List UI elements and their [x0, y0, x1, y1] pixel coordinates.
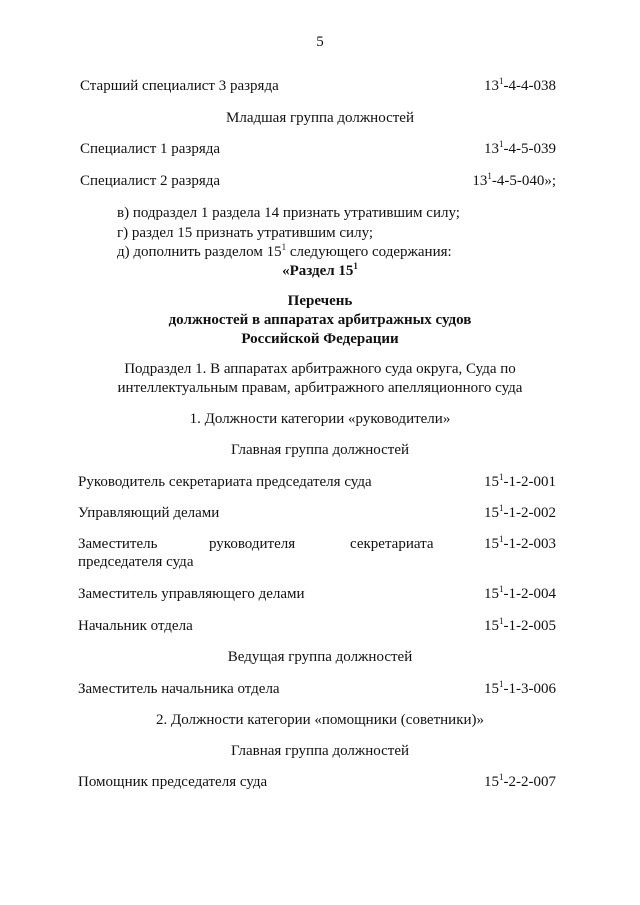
position-title-word: Заместитель: [78, 536, 158, 552]
position-code: $13^1-4-4-038$: [484, 76, 556, 94]
list-title-line: Перечень: [287, 293, 353, 309]
position-code: $15^1-1-2-001$: [484, 472, 556, 490]
position-code: $13^1-4-5-039$: [484, 139, 556, 157]
position-code: $15^1-1-2-002$: [484, 503, 556, 521]
group-heading-main: Главная группа должностей: [230, 442, 410, 458]
position-title: Специалист 2 разряда: [80, 173, 221, 189]
position-code: $15^1-1-2-004$: [484, 584, 556, 602]
amendment-item: д) дополнить разделом $15^1$ следующего содержания:: [117, 242, 452, 260]
subsection-heading: интеллектуальным правам, арбитражного апелляционного суда: [117, 380, 523, 396]
position-title: Руководитель секретариата председателя суда: [78, 474, 372, 490]
list-title-line: должностей в аппаратах арбитражных судов: [168, 312, 472, 328]
list-title-line: Российской Федерации: [241, 331, 399, 347]
position-title: Заместитель управляющего делами: [78, 586, 305, 602]
position-title: Старший специалист 3 разряда: [80, 78, 279, 94]
position-code: $15^1-1-2-005$: [484, 616, 556, 634]
amendment-item: г) раздел 15 признать утратившим силу;: [117, 225, 374, 241]
category-heading: 1. Должности категории «руководители»: [189, 411, 451, 427]
position-code: $15^1-2-2-007$: [484, 772, 556, 790]
subsection-heading: Подраздел 1. В аппаратах арбитражного суда округа, Суда по: [124, 361, 516, 377]
position-title: Начальник отдела: [78, 618, 193, 634]
position-title: Заместитель начальника отдела: [78, 681, 280, 697]
category-heading: 2. Должности категории «помощники (советники)»: [155, 712, 485, 728]
position-title-word: руководителя: [209, 536, 296, 552]
position-code: $15^1-1-3-006$: [484, 679, 556, 697]
position-code: $13^1-4-5-040$»;: [472, 171, 556, 189]
group-heading-junior: Младшая группа должностей: [226, 110, 414, 126]
position-title: Специалист 1 разряда: [80, 141, 221, 157]
group-heading-leading: Ведущая группа должностей: [227, 649, 413, 665]
position-code: $15^1-1-2-003$: [484, 534, 556, 552]
page-number: 5: [316, 34, 324, 50]
section-title: «Раздел $15^1$: [282, 261, 358, 279]
position-title: Помощник председателя суда: [78, 774, 268, 790]
position-title: Управляющий делами: [78, 505, 220, 521]
position-title-line2: председателя суда: [78, 554, 194, 570]
amendment-item: в) подраздел 1 раздела 14 признать утратившим силу;: [117, 205, 460, 221]
position-title-word: секретариата: [350, 536, 434, 552]
group-heading-main: Главная группа должностей: [230, 743, 410, 759]
